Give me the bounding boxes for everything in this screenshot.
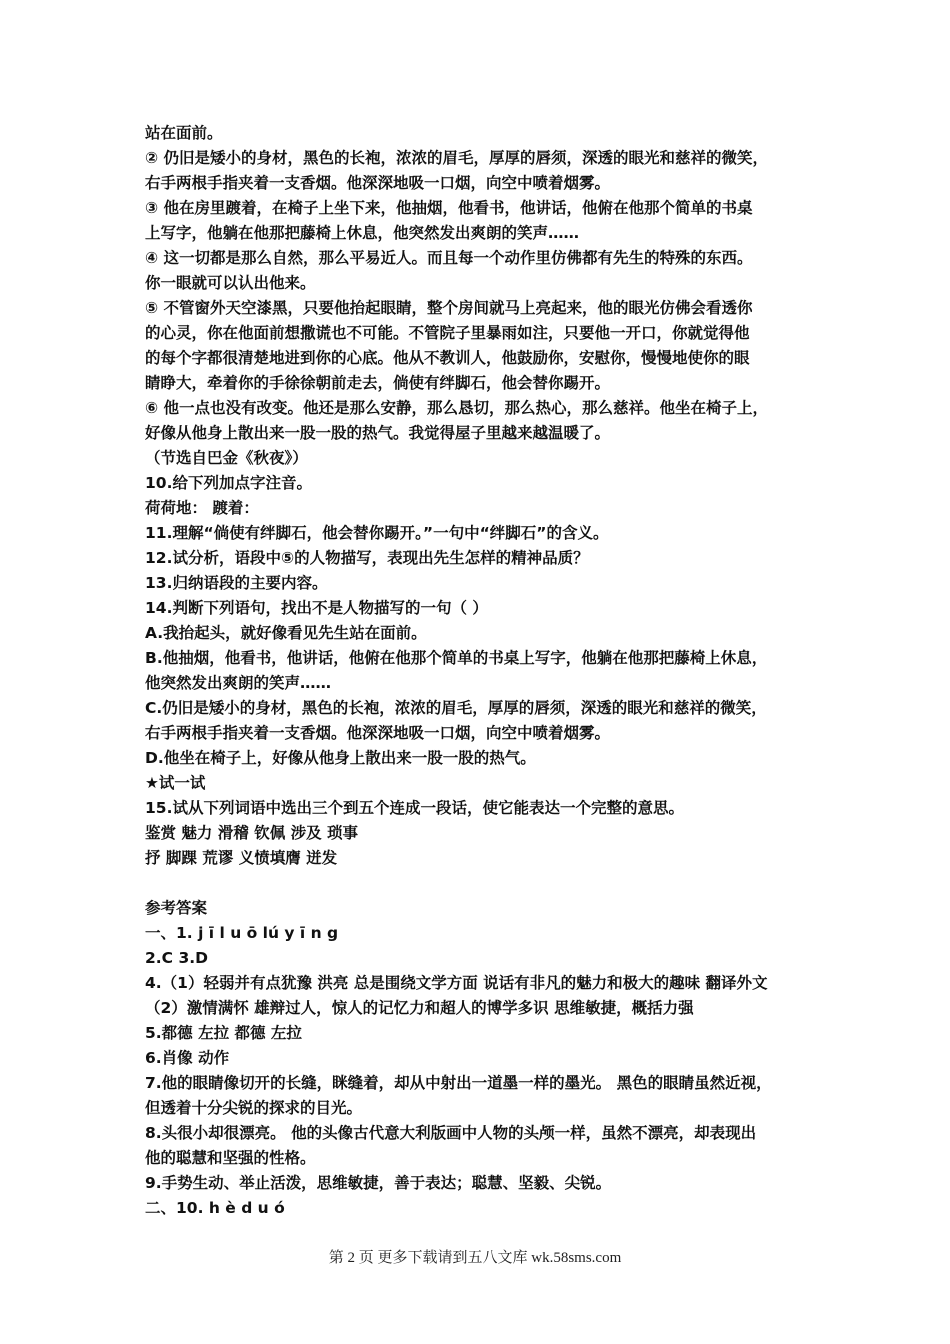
text-line: 你一眼就可以认出他来。 (145, 274, 316, 292)
text-line: 15.试从下列词语中选出三个到五个连成一段话，使它能表达一个完整的意思。 (145, 799, 684, 817)
text-line: B.他抽烟，他看书，他讲话，他俯在他那个简单的书桌上写字，他躺在他那把藤椅上休息， (145, 649, 768, 667)
text-line: 9.手势生动、举止活泼，思维敏捷，善于表达；聪慧、坚毅、尖锐。 (145, 1174, 612, 1192)
text-line: 但透着十分尖锐的探求的目光。 (145, 1099, 363, 1117)
page-footer: 第 2 页 更多下载请到五八文库 wk.58sms.com (328, 1250, 622, 1266)
text-line: ★试一试 (145, 774, 206, 792)
document-body (145, 121, 820, 1221)
text-line: 右手两根手指夹着一支香烟。他深深地吸一口烟，向空中喷着烟雾。 (145, 174, 611, 192)
text-line: 一、1. j ī l u ō lú y ī n g (145, 924, 339, 942)
text-line: ② 仍旧是矮小的身材，黑色的长袍，浓浓的眉毛，厚厚的唇须，深透的眼光和慈祥的微笑， (145, 149, 769, 167)
text-line: ⑤ 不管窗外天空漆黑，只要他抬起眼睛，整个房间就马上亮起来，他的眼光仿佛会看透你 (145, 299, 753, 317)
text-line: 站在面前。 (145, 124, 223, 142)
text-line: 的每个字都很清楚地进到你的心底。他从不教训人，他鼓励你，安慰你，慢慢地使你的眼 (145, 349, 750, 367)
text-line: 6.肖像 动作 (145, 1049, 230, 1067)
text-line: 睛睁大，牵着你的手徐徐朝前走去，倘使有绊脚石，他会替你踢开。 (145, 374, 611, 392)
text-line: 他的聪慧和坚强的性格。 (145, 1149, 316, 1167)
text-line: 7.他的眼睛像切开的长缝，眯缝着，却从中射出一道墨一样的墨光。 黑色的眼睛虽然近视， (145, 1074, 772, 1092)
text-line: 他突然发出爽朗的笑声…… (145, 674, 332, 692)
text-line: 13.归纳语段的主要内容。 (145, 574, 328, 592)
text-line: 2.C 3.D (145, 949, 208, 967)
text-line: C.仍旧是矮小的身材，黑色的长袍，浓浓的眉毛，厚厚的唇须，深透的眼光和慈祥的微笑， (145, 699, 767, 717)
text-line: 好像从他身上散出来一股一股的热气。我觉得屋子里越来越温暖了。 (145, 424, 611, 442)
text-line: （2）激情满怀 雄辩过人，惊人的记忆力和超人的博学多识 思维敏捷，概括力强 (145, 999, 694, 1017)
blank-line (145, 871, 820, 896)
text-line: ⑥ 他一点也没有改变。他还是那么安静，那么恳切，那么热心，那么慈祥。他坐在椅子上， (145, 399, 769, 417)
text-line: 二、10. h è d u ó (145, 1199, 285, 1217)
text-line: 鉴赏 魅力 滑稽 钦佩 涉及 琐事 (145, 824, 358, 842)
text-line: ④ 这一切都是那么自然，那么平易近人。而且每一个动作里仿佛都有先生的特殊的东西。 (145, 249, 753, 267)
text-line: 荷荷地： 踱着： (145, 499, 259, 517)
text-line: D.他坐在椅子上，好像从他身上散出来一股一股的热气。 (145, 749, 536, 767)
text-line: 12.试分析，语段中⑤的人物描写，表现出先生怎样的精神品质？ (145, 549, 589, 567)
text-line: 抒 脚踝 荒谬 义愤填膺 迸发 (145, 849, 338, 867)
text-line: 的心灵，你在他面前想撒谎也不可能。不管院子里暴雨如注，只要他一开口，你就觉得他 (145, 324, 750, 342)
text-line: 5.都德 左拉 都德 左拉 (145, 1024, 302, 1042)
text-line: 11.理解“倘使有绊脚石，他会替你踢开。”一句中“绊脚石”的含义。 (145, 524, 609, 542)
text-line: 10.给下列加点字注音。 (145, 474, 312, 492)
text-line: 4.（1）轻弱并有点犹豫 洪亮 总是围绕文学方面 说话有非凡的魅力和极大的趣味 翻译外文 (145, 974, 768, 992)
text-line: 右手两根手指夹着一支香烟。他深深地吸一口烟，向空中喷着烟雾。 (145, 724, 611, 742)
text-line: （节选自巴金《秋夜》） (145, 449, 308, 467)
text-line: 14.判断下列语句，找出不是人物描写的一句（ ） (145, 599, 488, 617)
text-line: ③ 他在房里踱着，在椅子上坐下来，他抽烟，他看书，他讲话，他俯在他那个简单的书桌 (145, 199, 753, 217)
text-line: 8.头很小却很漂亮。 他的头像古代意大利版画中人物的头颅一样，虽然不漂亮，却表现出 (145, 1124, 757, 1142)
text-line: 上写字，他躺在他那把藤椅上休息，他突然发出爽朗的笑声…… (145, 224, 580, 242)
text-line: A.我抬起头，就好像看见先生站在面前。 (145, 624, 427, 642)
text-line: 参考答案 (145, 899, 208, 917)
